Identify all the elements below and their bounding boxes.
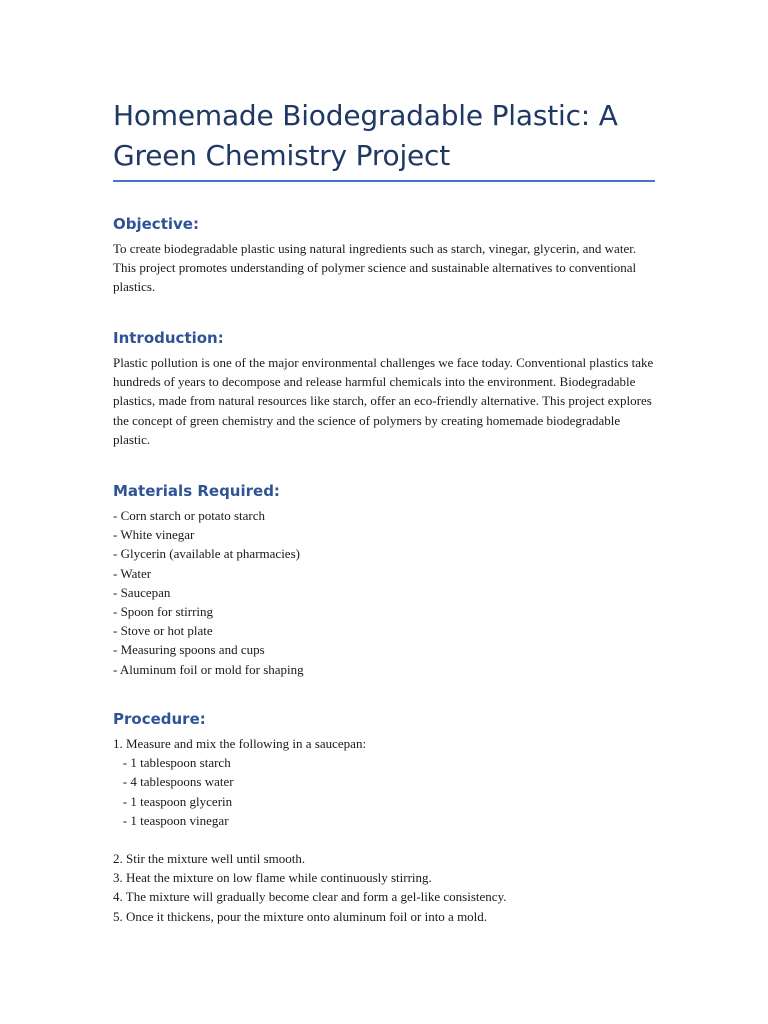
materials-item: - Saucepan [113, 584, 171, 600]
materials-section [113, 481, 655, 679]
procedure-list [113, 734, 655, 926]
materials-item: - Corn starch or potato starch [113, 508, 265, 523]
introduction-heading: Introduction: [113, 329, 224, 347]
materials-list [113, 506, 655, 679]
document-title: Homemade Biodegradable Plastic: A Green Chemistry Project [113, 99, 618, 172]
materials-item: - Spoon for stirring [113, 604, 214, 620]
materials-item: - Aluminum foil or mold for shaping [113, 661, 304, 677]
procedure-step: 1. Measure and mix the following in a saucepan: [113, 736, 367, 751]
procedure-step: 4. The mixture will gradually become clear and form a gel-like consistency. [113, 889, 507, 905]
introduction-section [113, 328, 655, 449]
materials-item: - Stove or hot plate [113, 623, 213, 639]
objective-text: To create biodegradable plastic using natural ingredients such as starch, vinegar, glycerin, and water. This project promotes understanding of polymer science and sustainable alternatives to conventional plastics. [113, 241, 640, 295]
procedure-heading: Procedure: [113, 710, 206, 728]
materials-item: - Measuring spoons and cups [113, 642, 265, 658]
procedure-step: 5. Once it thickens, pour the mixture onto aluminum foil or into a mold. [113, 908, 488, 924]
introduction-text: Plastic pollution is one of the major environmental challenges we face today. Conventional plastics take hundreds of years to decompose and release harmful chemicals into the environment. Biodegradable plastics, made from natural resources like starch, offer an eco-friendly alternative. This project explores the concept of green chemistry and the science of polymers by creating homemade biodegradable plastic. [113, 355, 657, 447]
ingredient-item: - 1 teaspoon glycerin [113, 793, 233, 809]
procedure-step: 2. Stir the mixture well until smooth. [113, 851, 306, 867]
procedure-section [113, 709, 655, 926]
objective-heading: Objective: [113, 215, 199, 233]
title-divider [113, 180, 655, 182]
materials-item: - Water [113, 565, 152, 581]
objective-section [113, 214, 655, 297]
ingredient-item: - 4 tablespoons water [113, 774, 234, 790]
blank-line [113, 830, 655, 849]
materials-heading: Materials Required: [113, 482, 280, 500]
ingredient-item: - 1 tablespoon starch [113, 755, 231, 771]
materials-item: - Glycerin (available at pharmacies) [113, 546, 300, 562]
document-page [113, 96, 657, 924]
ingredient-item: - 1 teaspoon vinegar [113, 812, 229, 828]
procedure-step: 3. Heat the mixture on low flame while continuously stirring. [113, 870, 432, 886]
materials-item: - White vinegar [113, 527, 195, 543]
